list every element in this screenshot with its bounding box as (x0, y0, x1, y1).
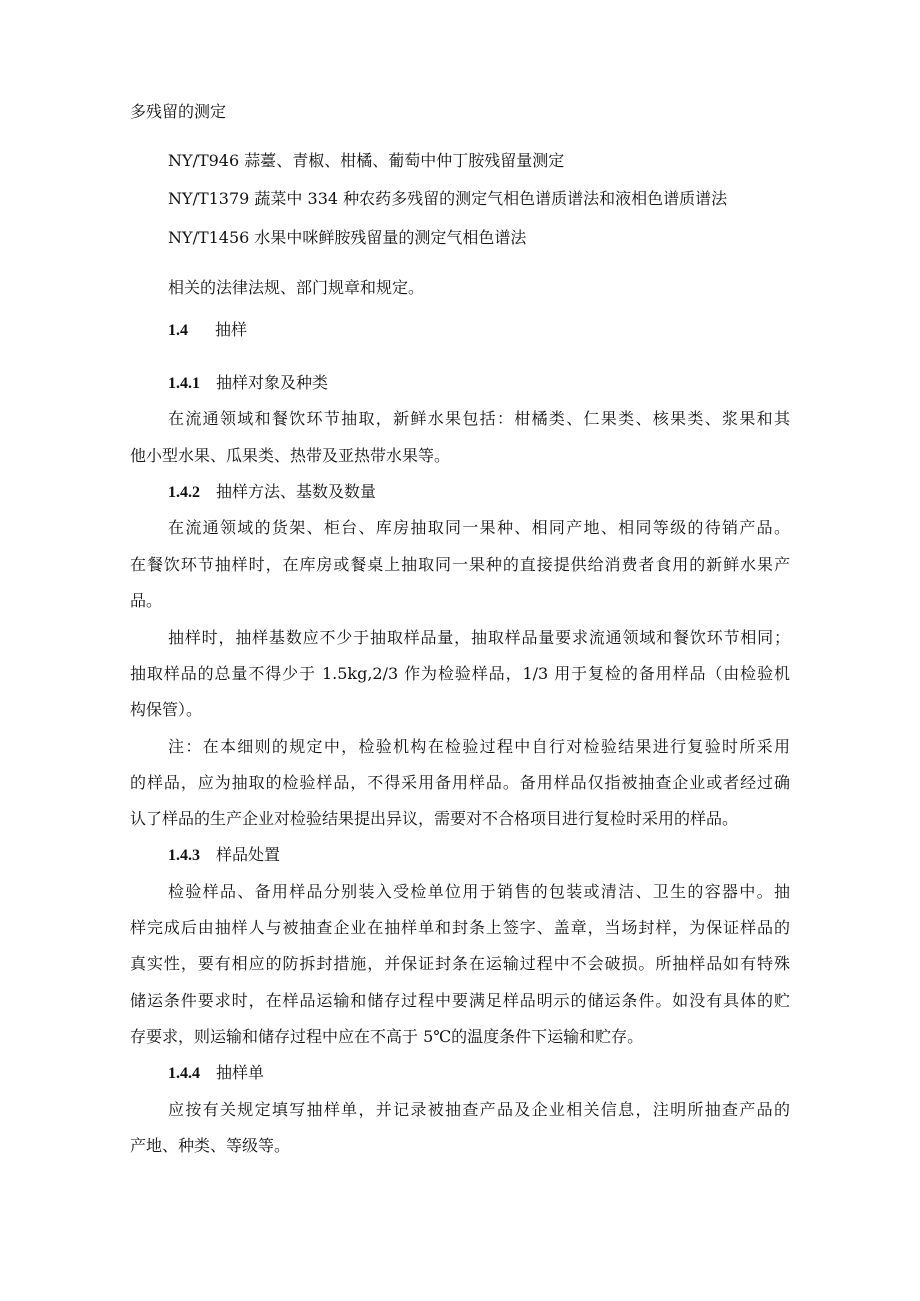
regulations-note: 相关的法律法规、部门规章和规定。 (168, 278, 425, 297)
paragraph-line: 在流通领域和餐饮环节抽取，新鲜水果包括：柑橘类、仁果类、核果类、浆果和其 (168, 409, 790, 428)
paragraph-line: 注：在本细则的规定中，检验机构在检验过程中自行对检验结果进行复验时所采用 (168, 737, 790, 756)
paragraph-line: 在餐饮环节抽样时，在库房或餐桌上抽取同一果种的直接提供给消费者食用的新鲜水果产 (130, 555, 790, 574)
intro-tail-line: 多残留的测定 (130, 102, 227, 121)
paragraph-line: 的样品，应为抽取的检验样品，不得采用备用样品。备用样品仅指被抽查企业或者经过确 (130, 773, 790, 792)
paragraph-line: 品。 (130, 591, 163, 610)
standard-item: NY/T1379 蔬菜中 334 种农药多残留的测定气相色谱质谱法和液相色谱质谱法 (168, 189, 728, 208)
paragraph-line: 检验样品、备用样品分别装入受检单位用于销售的包装或清洁、卫生的容器中。抽 (168, 882, 790, 901)
paragraph-line: 真实性，要有相应的防拆封措施，并保证封条在运输过程中不会破损。所抽样品如有特殊 (130, 954, 790, 973)
paragraph-line: 产地、种类、等级等。 (130, 1136, 291, 1155)
paragraph-line: 抽取样品的总量不得少于 1.5kg,2/3 作为检验样品，1/3 用于复检的备用样品（由检验机 (130, 664, 790, 683)
section-number: 1.4 (168, 322, 188, 339)
section-title: 抽样对象及种类 (216, 373, 329, 392)
section-title: 抽样方法、基数及数量 (216, 482, 377, 501)
paragraph-line: 抽样时，抽样基数应不少于抽取样品量，抽取样品量要求流通领域和餐饮环节相同； (168, 628, 790, 647)
standard-item: NY/T946 蒜薹、青椒、柑橘、葡萄中仲丁胺残留量测定 (168, 151, 565, 170)
paragraph-line: 构保管）。 (130, 700, 203, 719)
section-title: 抽样 (215, 320, 248, 339)
paragraph-line: 存要求，则运输和储存过程中应在不高于 5℃的温度条件下运输和贮存。 (130, 1027, 644, 1046)
paragraph-line: 储运条件要求时，在样品运输和储存过程中要满足样品明示的储运条件。如没有具体的贮 (130, 991, 790, 1010)
paragraph-line: 认了样品的生产企业对检验结果提出异议，需要对不合格项目进行复检时采用的样品。 (130, 809, 739, 828)
standard-item: NY/T1456 水果中咪鲜胺残留量的测定气相色谱法 (168, 228, 527, 247)
paragraph-line: 样完成后由抽样人与被抽查企业在抽样单和封条上签字、盖章，当场封样，为保证样品的 (130, 918, 790, 937)
section-number: 1.4.4 (168, 1065, 200, 1082)
paragraph-line: 应按有关规定填写抽样单，并记录被抽查产品及企业相关信息，注明所抽查产品的 (168, 1100, 790, 1119)
section-heading-1-4-3 (168, 843, 280, 868)
section-title: 样品处置 (216, 845, 281, 864)
section-heading-1-4-4 (168, 1061, 264, 1086)
section-number: 1.4.1 (168, 375, 200, 392)
section-heading-1-4-1 (168, 371, 328, 396)
section-heading-1-4 (168, 318, 247, 343)
section-heading-1-4-2 (168, 480, 376, 505)
paragraph-line: 他小型水果、瓜果类、热带及亚热带水果等。 (130, 446, 451, 465)
paragraph-line: 在流通领域的货架、柜台、库房抽取同一果种、相同产地、相同等级的待销产品。 (168, 518, 790, 537)
section-number: 1.4.3 (168, 847, 200, 864)
section-title: 抽样单 (216, 1063, 265, 1082)
section-number: 1.4.2 (168, 484, 200, 501)
